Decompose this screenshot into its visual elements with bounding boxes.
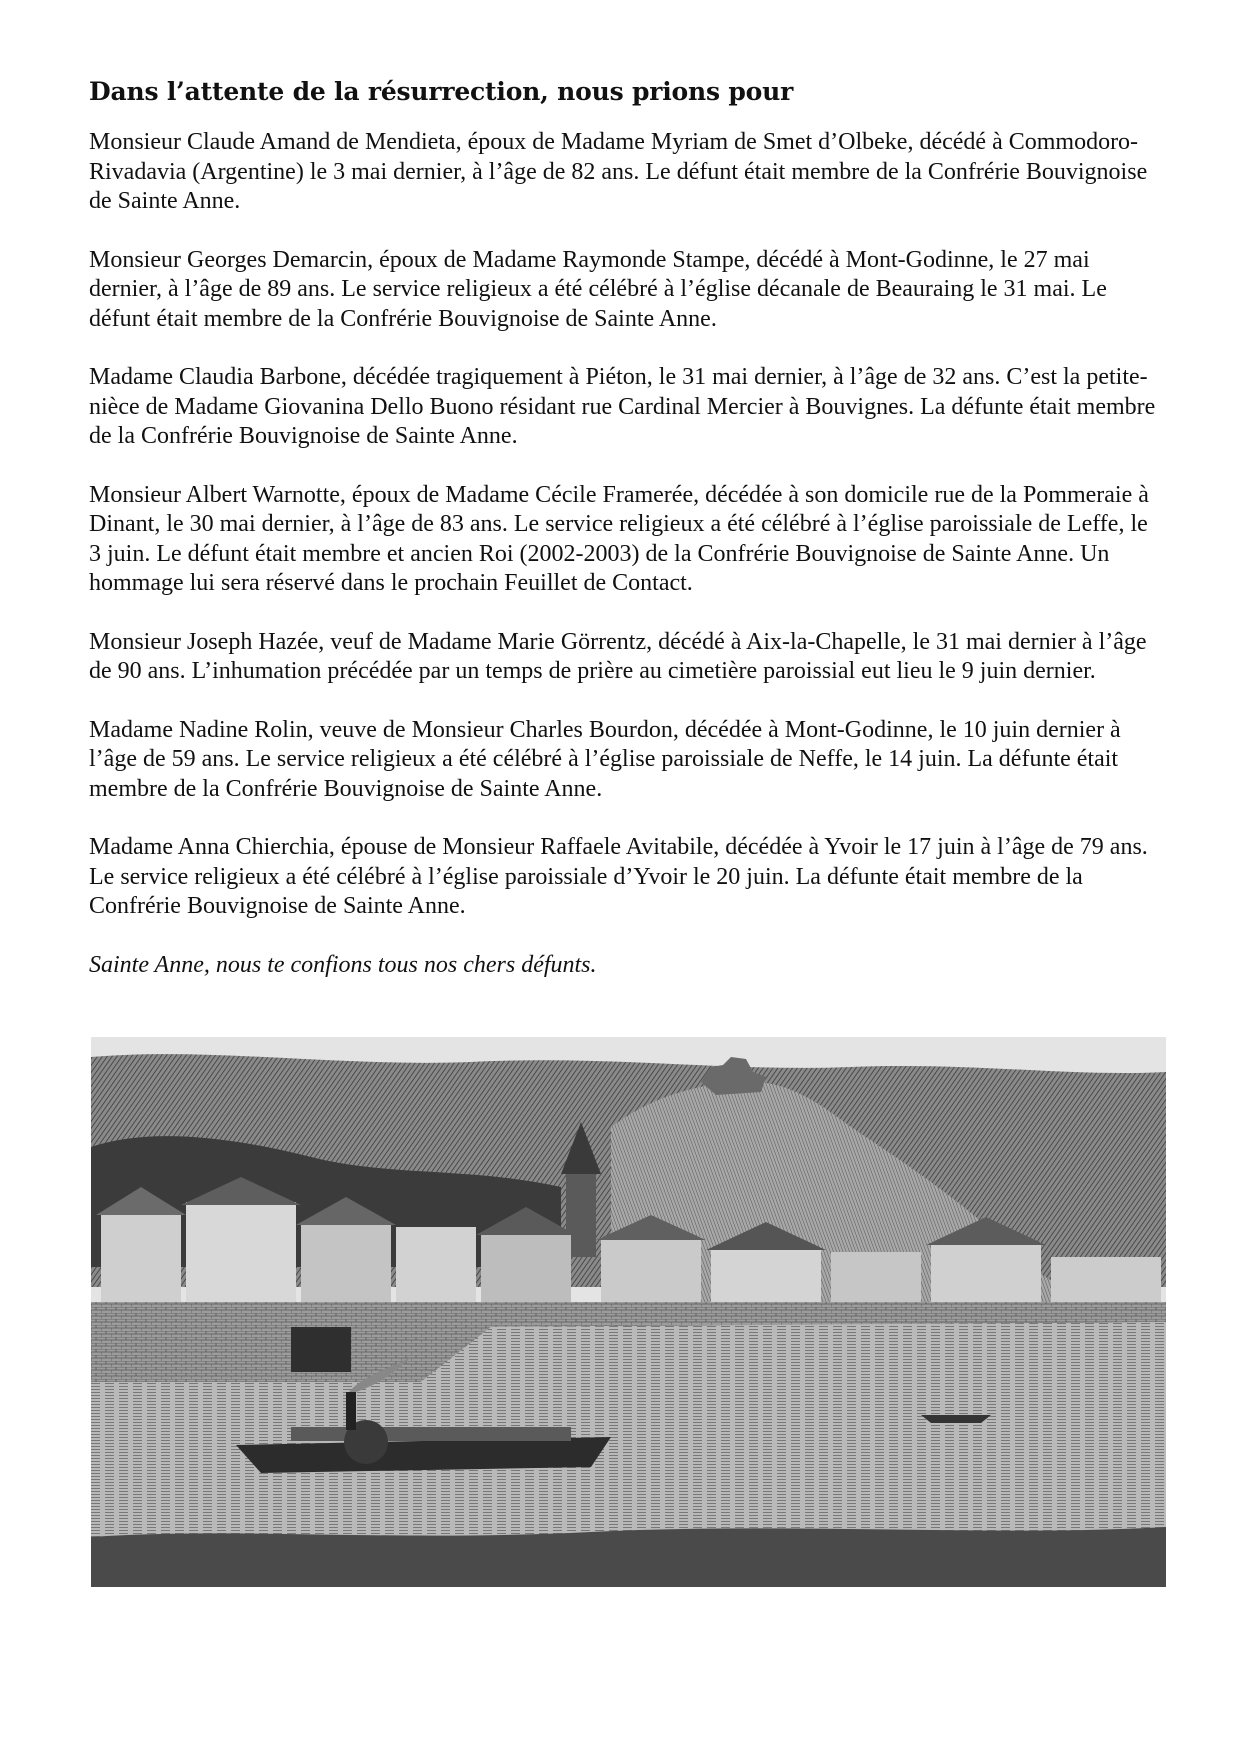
bridge-arch — [291, 1327, 351, 1372]
obituary-notice: Madame Anna Chierchia, épouse de Monsieur Raffaele Avitabile, décédée à Yvoir le 17 juin à l’âge de 79 ans. Le service religieux a été célébré à l’église paroissiale d’Yvoir le 20 juin. La défunte était membre de la Confrérie Bouvignoise de Sainte Anne. — [89, 834, 1148, 919]
obituary-notice: Monsieur Claude Amand de Mendieta, époux de Madame Myriam de Smet d’Olbeke, décédé à Commodoro-Rivadavia (Argentine) le 3 mai dernier, à l’âge de 82 ans. Le défunt était membre de la Confrérie Bouvignoise de Sainte Anne. — [89, 129, 1148, 214]
rowing-boat — [921, 1415, 991, 1423]
obituary-notice: Monsieur Georges Demarcin, époux de Madame Raymonde Stampe, décédé à Mont-Godinne, le 27 mai dernier, à l’âge de 89 ans. Le service religieux a été célébré à l’église décanale de Beauraing le 31 mai. Le défunt était membre de la Confrérie Bouvignoise de Sainte Anne. — [89, 246, 1107, 332]
closing-prayer: Sainte Anne, nous te confions tous nos chers défunts. — [89, 951, 597, 978]
obituary-notice: Monsieur Joseph Hazée, veuf de Madame Marie Görrentz, décédé à Aix-la-Chapelle, le 31 mai dernier à l’âge de 90 ans. L’inhumation précédée par un temps de prière au cimetière paroissial eut lieu le 9 juin dernier. — [89, 628, 1147, 684]
town-river-engraving — [91, 1037, 1166, 1587]
obituary-notice: Madame Claudia Barbone, décédée tragiquement à Piéton, le 31 mai dernier, à l’âge de 32 ans. C’est la petite-nièce de Madame Giovanina Dello Buono résidant rue Cardinal Mercier à Bouvignes. La défunte était membre de la Confrérie Bouvignoise de Sainte Anne. — [89, 364, 1156, 449]
obituary-section — [89, 74, 1159, 980]
section-heading: Dans l’attente de la résurrection, nous prions pour — [89, 77, 794, 106]
river-bank — [91, 1527, 1166, 1587]
obituary-notice: Monsieur Albert Warnotte, époux de Madame Cécile Framerée, décédée à son domicile rue de la Pommeraie à Dinant, le 30 mai dernier, à l’âge de 83 ans. Le service religieux a été célébré à l’église paroissiale de Leffe, le 3 juin. Le défunt était membre et ancien Roi (2002-2003) de la Confrérie Bouvignoise de Sainte Anne. Un hommage lui sera réservé dans le prochain Feuillet de Contact. — [89, 481, 1149, 596]
obituary-notice: Madame Nadine Rolin, veuve de Monsieur Charles Bourdon, décédée à Mont-Godinne, le 10 juin dernier à l’âge de 59 ans. Le service religieux a été célébré à l’église paroissiale de Neffe, le 14 juin. La défunte était membre de la Confrérie Bouvignoise de Sainte Anne. — [89, 716, 1121, 802]
engraving-illustration — [91, 1037, 1166, 1587]
